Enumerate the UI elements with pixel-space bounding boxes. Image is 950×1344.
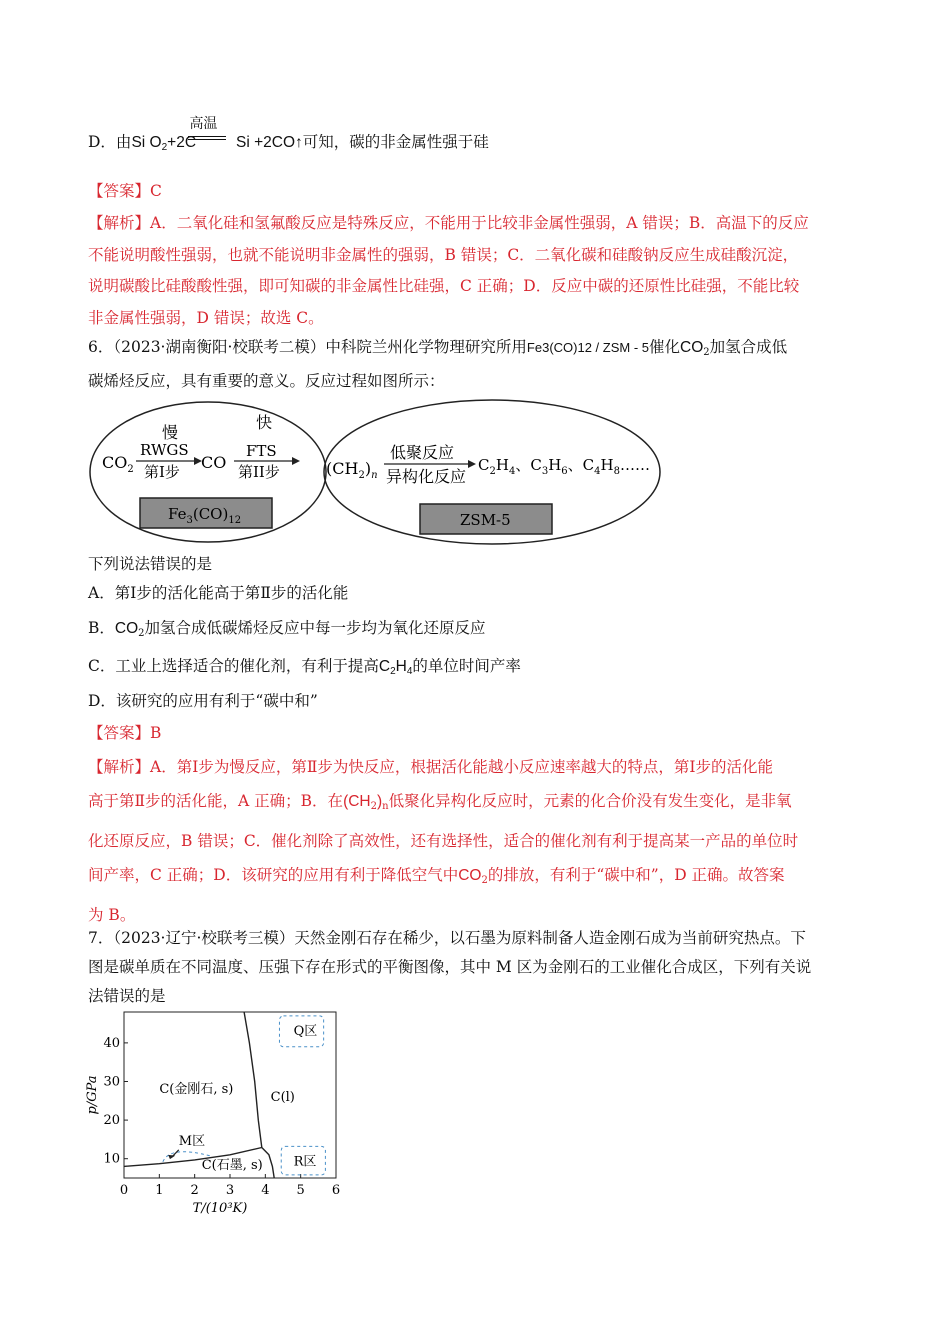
q7-stem-line: 7．（2023·辽宁·校联考三模）天然金刚石存在稀少，以石墨为原料制备人造金刚石成为当前研究热点。下: [88, 929, 806, 947]
y-tick-label: 20: [103, 1113, 120, 1129]
q6-stem-line1: 6．（2023·湖南衡阳·校联考二模）中科院兰州化学物理研究所用Fe3(CO)12 / ZSM - 5催化$CO_2$加氢合成低: [88, 338, 788, 358]
eq-lhs: Si O: [131, 134, 162, 151]
q6-stem-line2: 碳烯烃反应，具有重要的意义。反应过程如图所示：: [88, 372, 445, 390]
ch2n-formula: (CH: [343, 793, 371, 810]
q6-stem-text: 6．（2023·湖南衡阳·校联考二模）中科院兰州化学物理研究所用: [88, 338, 527, 356]
step1-label: 第I步: [144, 463, 180, 481]
co2-label: $CO_2$: [102, 453, 134, 475]
fts-label: FTS: [246, 442, 277, 460]
q6-option-c: C．工业上选择适合的催化剂，有利于提高$C_2H_4$的单位时间产率: [88, 657, 521, 677]
q6-analysis-line: 化还原反应，B 错误；C．催化剂除了高效性，还有选择性，适合的催化剂有利于提高某一产品的单位时: [88, 832, 799, 850]
x-tick-label: 5: [296, 1183, 305, 1198]
co-label: CO: [201, 453, 227, 472]
x-tick-label: 0: [119, 1183, 129, 1198]
q6-answer: 【答案】B: [88, 724, 162, 742]
r-region-label: R区: [293, 1154, 317, 1170]
q6-question: 下列说法错误的是: [88, 555, 213, 573]
y-axis-label: p/GPa: [85, 1075, 100, 1115]
graphite-liquid-boundary: [262, 1148, 274, 1179]
poly-label: 低聚反应: [390, 443, 455, 462]
x-tick-label: 2: [190, 1183, 199, 1198]
ch2n-label: $(CH_2)_n$: [326, 459, 378, 481]
liquid-region-label: C(l): [270, 1089, 295, 1105]
q6-analysis-line: 间产率，C 正确；D．该研究的应用有利于降低空气中$CO_2$的排放，有利于“碳中和”，D 正确。故答案: [88, 866, 785, 886]
poly-arrowhead: [468, 460, 476, 468]
eq-condition: 高温: [189, 115, 218, 131]
q6-reaction-diagram: [88, 398, 668, 548]
q6-analysis-line: 高于第Ⅱ步的活化能，A 正确；B．在$(CH_2)_n$低聚化异构化反应时，元素的化合价没有发生变化，是非氧: [88, 792, 792, 812]
eq-rhs: Si +2CO↑: [236, 134, 303, 151]
co2-formula: CO: [114, 620, 139, 637]
q6-stem-text: 催化: [649, 338, 681, 356]
co2-formula: CO: [458, 867, 482, 884]
option-text: 加氢合成低碳烯烃反应中每一步均为氧化还原反应: [144, 619, 486, 637]
diamond-region-label: C(金刚石, s): [159, 1082, 234, 1098]
q5-analysis-line: 【解析】A．二氧化硅和氢氟酸反应是特殊反应，不能用于比较非金属性强弱，A 错误；B．高温下的反应: [88, 214, 809, 232]
fe-catalyst-label: $Fe_3(CO)_{12}$: [168, 505, 242, 526]
q7-stem-line: 图是碳单质在不同温度、压强下存在形式的平衡图像，其中 M 区为金刚石的工业催化合成区，下列有关说: [88, 958, 812, 976]
y-tick-label: 40: [103, 1035, 120, 1051]
slow-label: 慢: [162, 423, 179, 442]
q6-stem-text: 加氢合成低: [709, 338, 788, 356]
q6-option-d: D．该研究的应用有利于“碳中和”: [88, 692, 318, 710]
q5-option-d-prefix: D．由: [88, 133, 132, 151]
q5-analysis: [88, 208, 858, 334]
option-text: C．工业上选择适合的催化剂，有利于提高: [88, 657, 379, 675]
fast-label: 快: [256, 413, 273, 432]
q7-phase-diagram: [80, 1008, 360, 1218]
option-label: B．: [88, 619, 115, 637]
x-tick-label: 1: [155, 1183, 164, 1198]
x-tick-label: 3: [225, 1183, 235, 1198]
eq-lhs-sub: 2: [161, 142, 168, 153]
q5-analysis-line: 不能说明酸性强弱，也就不能说明非金属性的强弱，B 错误；C．二氧化碳和硅酸钠反应生成硅酸沉淀，: [88, 245, 799, 264]
q5-equation: [131, 115, 303, 159]
zsm-catalyst-label: ZSM-5: [460, 511, 511, 529]
q5-option-d-suffix: 可知，碳的非金属性强于硅: [302, 133, 489, 151]
graphite-region-label: C(石墨, s): [201, 1158, 263, 1174]
q7-stem-line: 法错误的是: [88, 987, 166, 1005]
eq-lhs2: +2C: [167, 134, 197, 151]
m-region-arrowhead: [168, 1155, 175, 1159]
q6-catalyst-formula: Fe3(CO)12 / ZSM - 5: [526, 340, 649, 355]
q6-option-b: B．$CO_2$加氢合成低碳烯烃反应中每一步均为氧化还原反应: [88, 619, 486, 639]
q6-option-a: A．第Ⅰ步的活化能高于第Ⅱ步的活化能: [88, 584, 349, 602]
q6-co2-formula: CO: [680, 339, 704, 356]
q5-analysis-line: 非金属性强弱，D 错误；故选 C。: [88, 308, 324, 327]
m-region-label: M区: [178, 1133, 206, 1149]
q6-analysis: [88, 750, 858, 932]
y-tick-label: 10: [103, 1151, 120, 1167]
q7-stem: [88, 924, 858, 1011]
q-region-label: Q区: [293, 1024, 318, 1040]
y-tick-label: 30: [103, 1074, 120, 1090]
q5-analysis-line: 说明碳酸比硅酸酸性强，即可知碳的非金属性比硅强，C 正确；D．反应中碳的还原性比硅强，不能比较: [88, 277, 800, 295]
eq-equal-bar: [188, 136, 226, 140]
x-tick-label: 4: [261, 1183, 270, 1198]
q6-analysis-line: 【解析】A．第Ⅰ步为慢反应，第Ⅱ步为快反应，根据活化能越小反应速率越大的特点，第Ⅰ步的活化能: [88, 758, 773, 776]
step2-label: 第II步: [238, 463, 280, 481]
option-text: 的单位时间产率: [412, 657, 521, 675]
fts-arrowhead: [292, 457, 300, 465]
q5-option-d: [88, 115, 489, 159]
rwgs-label: RWGS: [140, 441, 189, 459]
diamond-liquid-boundary: [244, 1012, 262, 1148]
products-label: $C_2H_4$、$C_3H_6$、$C_4H_8\dots\dots$: [478, 456, 650, 477]
x-axis-label: T/(10³K): [192, 1201, 248, 1216]
q6-analysis-line: 为 B。: [88, 906, 136, 924]
isom-label: 异构化反应: [386, 467, 467, 486]
x-tick-label: 6: [331, 1183, 341, 1198]
q5-answer: 【答案】C: [88, 182, 162, 200]
